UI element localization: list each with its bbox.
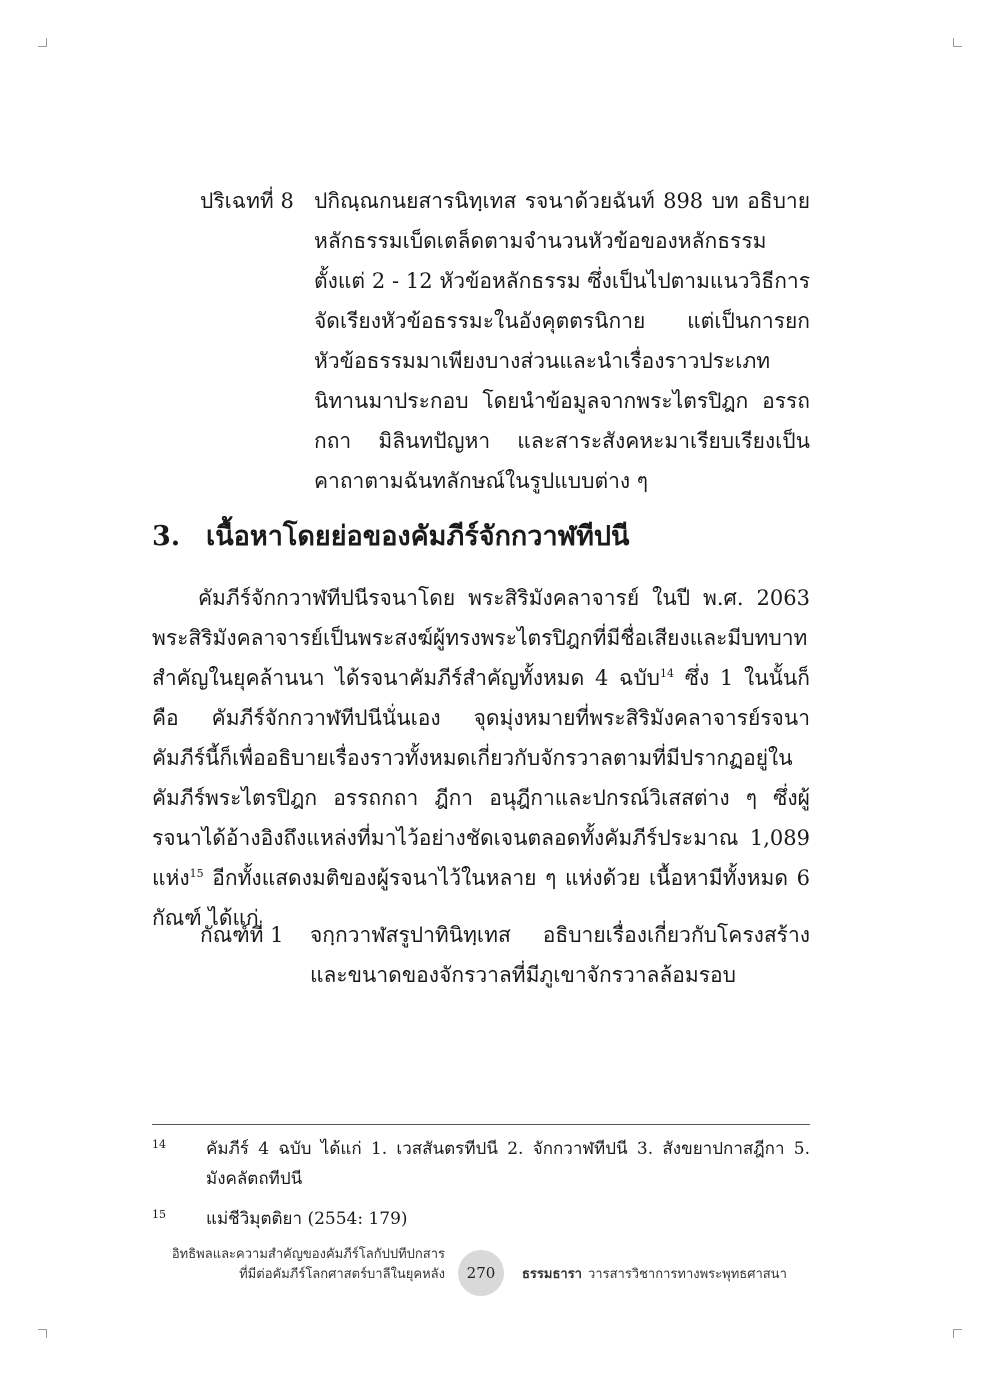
intro-paragraph bbox=[152, 578, 810, 938]
chapter-8-entry bbox=[200, 181, 810, 501]
chapter-8-label: ปริเฉทที่ 8 bbox=[200, 189, 294, 213]
page-number-badge: 270 bbox=[458, 1250, 504, 1296]
running-title-line-2: ที่มีต่อคัมภีร์โลกศาสตร์บาลีในยุคหลัง bbox=[239, 1267, 445, 1282]
journal-name: ธรรมธารา bbox=[522, 1267, 582, 1282]
running-title bbox=[150, 1245, 445, 1285]
footnote-text: คัมภีร์ 4 ฉบับ ได้แก่ 1. เวสสันตรทีปนี 2. จักกวาฬทีปนี 3. สังขยาปกาสฎีกา 5. มังคลัตถทีปนี bbox=[206, 1139, 810, 1189]
intro-text-part2: ซึ่ง 1 ในนั้นก็คือ คัมภีร์จักกวาฬทีปนีนั่นเอง จุดมุ่งหมายที่พระสิริมังคลาจารย์รจนาคัมภีร์นี้ก็เพื่ออธิบายเรื่องราวทั้งหมดเกี่ยวกับจักรวาลตามที่มีปรากฏอยู่ในคัมภีร์พระไตรปิฎก อรรถกถา ฎีกา อนุฎีกาและปกรณ์วิเสสต่าง ๆ ซึ่งผู้รจนาได้อ้างอิงถึงแหล่งที่มาไว้อย่างชัดเจนตลอดทั้งคัมภีร์ประมาณ 1,089 แห่ง bbox=[152, 666, 810, 890]
footnote-15 bbox=[152, 1204, 810, 1234]
section-number: 3. bbox=[152, 521, 181, 552]
running-title-line-1: อิทธิพลและความสำคัญของคัมภีร์โลกัปปทีปกสาร bbox=[171, 1247, 445, 1262]
footnote-divider bbox=[152, 1124, 810, 1125]
intro-text-part3: อีกทั้งแสดงมติของผู้รจนาไว้ในหลาย ๆ แห่งด้วย เนื้อหามีทั้งหมด 6 กัณฑ์ ได้แก่ bbox=[152, 866, 810, 930]
section-heading bbox=[152, 515, 812, 559]
crop-mark-top-right bbox=[953, 38, 962, 47]
journal-footer bbox=[522, 1265, 822, 1285]
crop-mark-top-left bbox=[38, 38, 47, 47]
crop-mark-bottom-left bbox=[38, 1329, 47, 1338]
journal-subtitle: วารสารวิชาการทางพระพุทธศาสนา bbox=[588, 1267, 787, 1282]
kanda-1-description: จกฺกวาฬสรูปาทินิทฺเทส อธิบายเรื่องเกี่ยวกับโครงสร้าง และขนาดของจักรวาลที่มีภูเขาจักรวาลล้อมรอบ bbox=[310, 923, 810, 987]
crop-mark-bottom-right bbox=[953, 1329, 962, 1338]
footnote-text: แม่ชีวิมุตติยา (2554: 179) bbox=[206, 1209, 408, 1229]
footnote-number: 15 bbox=[152, 1208, 166, 1221]
chapter-8-description: ปกิณฺณกนยสารนิทฺเทส รจนาด้วยฉันท์ 898 บท อธิบายหลักธรรมเบ็ดเตล็ดตามจำนวนหัวข้อของหลักธรรมตั้งแต่ 2 - 12 หัวข้อหลักธรรม ซึ่งเป็นไปตามแนววิธีการจัดเรียงหัวข้อธรรมะในอังคุตตรนิกาย แต่เป็นการยกหัวข้อธรรมมาเพียงบางส่วนและนำเรื่องราวประเภทนิทานมาประกอบ โดยนำข้อมูลจากพระไตรปิฎก อรรถกถา มิลินทปัญหา และสาระสังคหะมาเรียบเรียงเป็นคาถาตามฉันทลักษณ์ในรูปแบบต่าง ๆ bbox=[314, 189, 810, 493]
footnote-ref-15[interactable]: 15 bbox=[189, 867, 204, 880]
footnote-ref-14[interactable]: 14 bbox=[660, 667, 674, 680]
section-title: เนื้อหาโดยย่อของคัมภีร์จักกวาฬทีปนี bbox=[206, 521, 630, 552]
intro-text-part1: คัมภีร์จักกวาฬทีปนีรจนาโดย พระสิริมังคลาจารย์ ในปี พ.ศ. 2063 พระสิริมังคลาจารย์เป็นพระสงฆ์ผู้ทรงพระไตรปิฎกที่มีชื่อเสียงและมีบทบาทสำคัญในยุคล้านนา ได้รจนาคัมภีร์สำคัญทั้งหมด 4 ฉบับ bbox=[152, 586, 810, 690]
footnote-14 bbox=[152, 1134, 810, 1194]
kanda-1-label: กัณฑ์ที่ 1 bbox=[200, 923, 284, 947]
kanda-1-entry bbox=[200, 915, 810, 995]
footnote-number: 14 bbox=[152, 1138, 166, 1151]
